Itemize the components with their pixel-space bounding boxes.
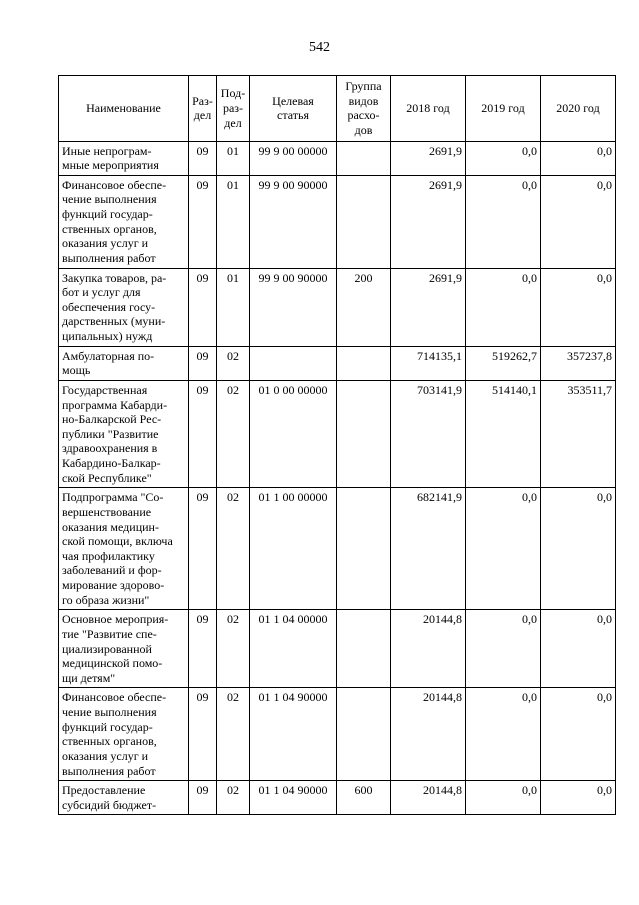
cell-razdel: 09	[189, 175, 217, 268]
cell-2020: 0,0	[541, 141, 616, 175]
cell-podrazdel: 02	[217, 346, 250, 380]
cell-razdel: 09	[189, 141, 217, 175]
cell-podrazdel: 01	[217, 141, 250, 175]
table-row	[59, 610, 616, 688]
cell-2019: 0,0	[466, 688, 541, 781]
cell-name: Подпрограмма "Со- вершенствование оказания медицин- ской помощи, включа чая профилактику заболеваний и фор- мирование здорово- го образа жизни"	[59, 488, 189, 610]
cell-podrazdel: 01	[217, 175, 250, 268]
header-2018: 2018 год	[391, 76, 466, 142]
cell-2020: 357237,8	[541, 346, 616, 380]
header-2020: 2020 год	[541, 76, 616, 142]
cell-2020: 0,0	[541, 268, 616, 346]
cell-2018: 20144,8	[391, 781, 466, 815]
cell-gruppa: 600	[337, 781, 391, 815]
cell-razdel: 09	[189, 268, 217, 346]
cell-tselevaya: 01 0 00 00000	[250, 380, 337, 487]
cell-razdel: 09	[189, 688, 217, 781]
cell-podrazdel: 02	[217, 488, 250, 610]
cell-name: Предоставление субсидий бюджет-	[59, 781, 189, 815]
cell-razdel: 09	[189, 781, 217, 815]
cell-name: Основное мероприя- тие "Развитие спе- циализированной медицинской помо- щи детям"	[59, 610, 189, 688]
cell-razdel: 09	[189, 488, 217, 610]
cell-2020: 353511,7	[541, 380, 616, 487]
cell-2018: 682141,9	[391, 488, 466, 610]
cell-2020: 0,0	[541, 488, 616, 610]
cell-gruppa	[337, 175, 391, 268]
header-tselevaya: Целевая статья	[250, 76, 337, 142]
cell-gruppa: 200	[337, 268, 391, 346]
cell-razdel: 09	[189, 380, 217, 487]
cell-2018: 703141,9	[391, 380, 466, 487]
table-row	[59, 175, 616, 268]
header-razdel: Раз- дел	[189, 76, 217, 142]
table-row	[59, 488, 616, 610]
cell-name: Государственная программа Кабарди- но-Балкарской Рес- публики "Развитие здравоохранения в Кабардино-Балкар- ской Республике"	[59, 380, 189, 487]
table-row	[59, 781, 616, 815]
cell-podrazdel: 02	[217, 380, 250, 487]
cell-2019: 514140,1	[466, 380, 541, 487]
cell-tselevaya: 99 9 00 00000	[250, 141, 337, 175]
cell-podrazdel: 01	[217, 268, 250, 346]
header-name: Наименование	[59, 76, 189, 142]
table-row	[59, 346, 616, 380]
cell-2018: 20144,8	[391, 688, 466, 781]
cell-tselevaya: 01 1 04 90000	[250, 688, 337, 781]
cell-name: Закупка товаров, ра- бот и услуг для обеспечения госу- дарственных (муни- ципальных) нужд	[59, 268, 189, 346]
table-row	[59, 688, 616, 781]
header-row	[59, 76, 616, 142]
cell-name: Иные непрограм- мные мероприятия	[59, 141, 189, 175]
cell-2019: 0,0	[466, 610, 541, 688]
table-row	[59, 380, 616, 487]
cell-2020: 0,0	[541, 688, 616, 781]
cell-tselevaya	[250, 346, 337, 380]
cell-2018: 714135,1	[391, 346, 466, 380]
cell-tselevaya: 01 1 04 00000	[250, 610, 337, 688]
table-row	[59, 141, 616, 175]
cell-2019: 519262,7	[466, 346, 541, 380]
cell-2020: 0,0	[541, 610, 616, 688]
cell-razdel: 09	[189, 610, 217, 688]
cell-2018: 2691,9	[391, 268, 466, 346]
table-body	[59, 141, 616, 815]
cell-2019: 0,0	[466, 141, 541, 175]
cell-podrazdel: 02	[217, 610, 250, 688]
cell-2019: 0,0	[466, 781, 541, 815]
cell-2018: 2691,9	[391, 141, 466, 175]
table-row	[59, 268, 616, 346]
page-number: 542	[309, 40, 330, 55]
cell-2019: 0,0	[466, 175, 541, 268]
cell-gruppa	[337, 346, 391, 380]
cell-razdel: 09	[189, 346, 217, 380]
header-2019: 2019 год	[466, 76, 541, 142]
cell-2020: 0,0	[541, 781, 616, 815]
cell-2020: 0,0	[541, 175, 616, 268]
cell-tselevaya: 99 9 00 90000	[250, 175, 337, 268]
cell-gruppa	[337, 688, 391, 781]
cell-name: Амбулаторная по- мощь	[59, 346, 189, 380]
header-gruppa: Группа видов расхо- дов	[337, 76, 391, 142]
cell-tselevaya: 01 1 00 00000	[250, 488, 337, 610]
header-podrazdel: Под- раз- дел	[217, 76, 250, 142]
cell-2019: 0,0	[466, 268, 541, 346]
cell-2018: 20144,8	[391, 610, 466, 688]
cell-name: Финансовое обеспе- чение выполнения функций государ- ственных органов, оказания услуг и выполнения работ	[59, 688, 189, 781]
cell-name: Финансовое обеспе- чение выполнения функций государ- ственных органов, оказания услуг и выполнения работ	[59, 175, 189, 268]
cell-gruppa	[337, 141, 391, 175]
cell-2018: 2691,9	[391, 175, 466, 268]
cell-gruppa	[337, 488, 391, 610]
cell-gruppa	[337, 610, 391, 688]
cell-tselevaya: 99 9 00 90000	[250, 268, 337, 346]
cell-gruppa	[337, 380, 391, 487]
cell-2019: 0,0	[466, 488, 541, 610]
cell-podrazdel: 02	[217, 688, 250, 781]
cell-tselevaya: 01 1 04 90000	[250, 781, 337, 815]
cell-podrazdel: 02	[217, 781, 250, 815]
budget-table	[58, 75, 616, 815]
